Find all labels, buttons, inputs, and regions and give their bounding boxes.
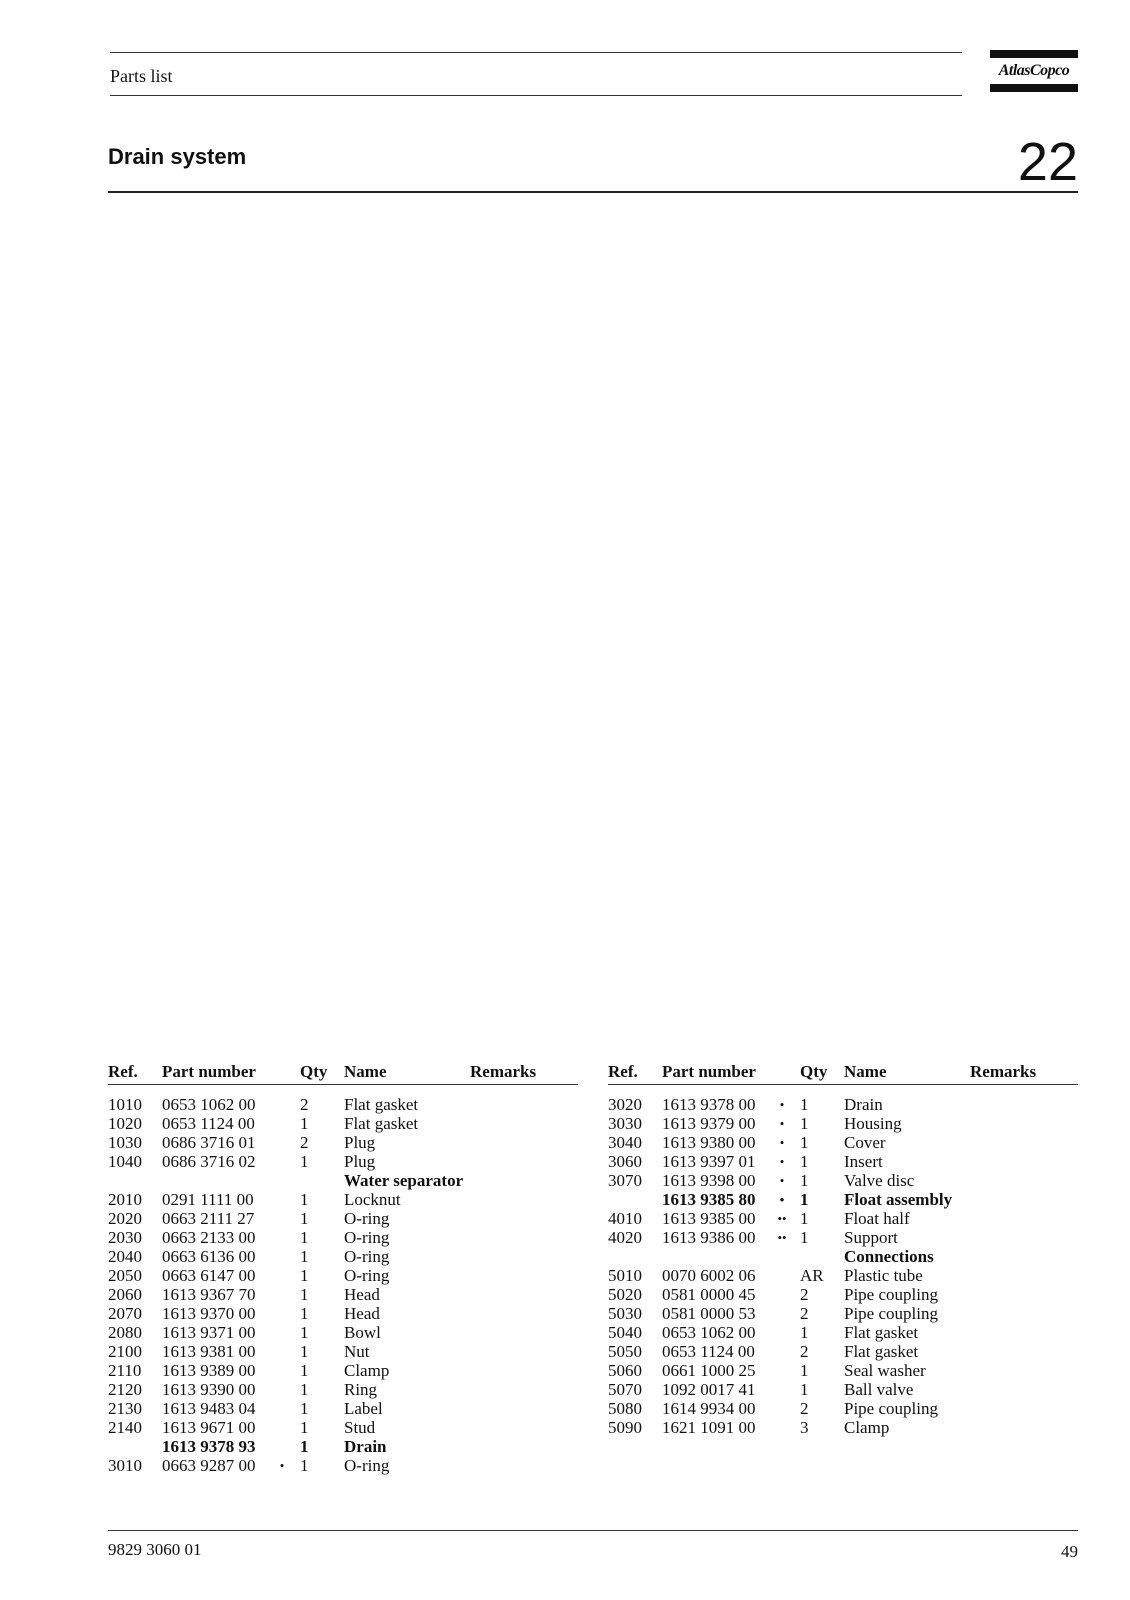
- name-cell: Float assembly: [844, 1190, 953, 1209]
- table-row: [108, 1304, 578, 1323]
- name-cell: Pipe coupling: [844, 1285, 938, 1304]
- table-row: [108, 1342, 578, 1361]
- table-row: [108, 1285, 578, 1304]
- ref-cell: 5050: [608, 1342, 642, 1361]
- qty-cell: 2: [800, 1285, 809, 1304]
- atlas-copco-logo: [990, 50, 1078, 92]
- marker-cell: [264, 1209, 300, 1228]
- remarks-cell: [494, 1266, 578, 1285]
- name-cell: Bowl: [344, 1323, 381, 1342]
- marker-cell: [264, 1228, 300, 1247]
- ref-cell: 1020: [108, 1114, 142, 1133]
- remarks-cell: [494, 1380, 578, 1399]
- remarks-cell: [994, 1323, 1078, 1342]
- marker-cell: •: [779, 1192, 785, 1207]
- ref-cell: 5030: [608, 1304, 642, 1323]
- marker-cell: ••: [777, 1230, 787, 1245]
- marker-cell: [264, 1342, 300, 1361]
- name-cell: Label: [344, 1399, 383, 1418]
- header-part-number: Part number: [162, 1062, 256, 1081]
- name-cell: Flat gasket: [344, 1095, 419, 1114]
- qty-cell: 1: [300, 1418, 309, 1437]
- name-cell: Housing: [844, 1114, 902, 1133]
- part-number-cell: 1613 9397 01: [662, 1152, 756, 1171]
- table-row: [608, 1133, 1078, 1152]
- marker-cell: [264, 1437, 300, 1456]
- part-number-cell: 1613 9390 00: [162, 1380, 256, 1399]
- marker-cell: [264, 1152, 300, 1171]
- qty-cell: 2: [300, 1095, 309, 1114]
- marker-cell: •: [779, 1154, 785, 1169]
- qty-cell: 1: [800, 1361, 809, 1380]
- ref-cell: [608, 1190, 662, 1209]
- name-cell: Clamp: [844, 1418, 890, 1437]
- ref-cell: 2060: [108, 1285, 142, 1304]
- marker-cell: •: [779, 1135, 785, 1150]
- part-number-cell: 1613 9367 70: [162, 1285, 256, 1304]
- part-number-cell: 1092 0017 41: [662, 1380, 756, 1399]
- ref-cell: 1030: [108, 1133, 142, 1152]
- table-row: [608, 1171, 1078, 1190]
- table-row: [108, 1190, 578, 1209]
- qty-cell: 1: [800, 1133, 809, 1152]
- name-cell: Flat gasket: [344, 1114, 419, 1133]
- table-row: [608, 1418, 1078, 1437]
- table-row: [108, 1095, 578, 1114]
- table-row: [108, 1266, 578, 1285]
- qty-cell: 1: [800, 1095, 809, 1114]
- ref-cell: 2020: [108, 1209, 142, 1228]
- part-number-cell: 1613 9398 00: [662, 1171, 756, 1190]
- part-number-cell: 0661 1000 25: [662, 1361, 756, 1380]
- table-row: [608, 1323, 1078, 1342]
- table-row: [608, 1152, 1078, 1171]
- ref-cell: 3060: [608, 1152, 642, 1171]
- header-remarks: Remarks: [970, 1062, 1037, 1081]
- name-cell: Pipe coupling: [844, 1399, 938, 1418]
- ref-cell: 3030: [608, 1114, 642, 1133]
- qty-cell: [800, 1247, 844, 1266]
- marker-cell: [264, 1380, 300, 1399]
- ref-cell: 2010: [108, 1190, 142, 1209]
- ref-cell: [108, 1171, 162, 1190]
- name-cell: Plug: [344, 1152, 376, 1171]
- table-row: [108, 1380, 578, 1399]
- ref-cell: 1010: [108, 1095, 142, 1114]
- remarks-cell: [994, 1361, 1078, 1380]
- ref-cell: 2070: [108, 1304, 142, 1323]
- ref-cell: 3070: [608, 1171, 642, 1190]
- table-row: [108, 1456, 578, 1475]
- name-cell: O-ring: [344, 1456, 390, 1475]
- marker-cell: [264, 1418, 300, 1437]
- ref-cell: 1040: [108, 1152, 142, 1171]
- part-number-cell: 1621 1091 00: [662, 1418, 756, 1437]
- table-row: [108, 1437, 578, 1456]
- part-number-cell: 0663 2111 27: [162, 1209, 255, 1228]
- table-row: [108, 1209, 578, 1228]
- table-row: [608, 1209, 1078, 1228]
- table-row: [608, 1247, 1078, 1266]
- name-cell: Head: [344, 1304, 380, 1323]
- table-row: [108, 1323, 578, 1342]
- remarks-cell: [494, 1399, 578, 1418]
- qty-cell: 1: [300, 1437, 309, 1456]
- part-number-cell: 1613 9385 80: [662, 1190, 756, 1209]
- table-row: [108, 1247, 578, 1266]
- part-number-cell: 0653 1124 00: [662, 1342, 755, 1361]
- ref-cell: 3040: [608, 1133, 642, 1152]
- name-cell: Locknut: [344, 1190, 401, 1209]
- table-row: [608, 1399, 1078, 1418]
- remarks-cell: [494, 1209, 578, 1228]
- ref-cell: 2140: [108, 1418, 142, 1437]
- qty-cell: 1: [300, 1323, 309, 1342]
- qty-cell: 1: [300, 1380, 309, 1399]
- name-cell: Plastic tube: [844, 1266, 923, 1285]
- qty-cell: 1: [300, 1456, 309, 1475]
- marker-cell: ••: [777, 1211, 787, 1226]
- part-number-cell: 1613 9378 93: [162, 1437, 256, 1456]
- table-row: [608, 1285, 1078, 1304]
- part-number-cell: 1614 9934 00: [662, 1399, 756, 1418]
- ref-cell: 4010: [608, 1209, 642, 1228]
- name-cell: Float half: [844, 1209, 910, 1228]
- table-row: [608, 1095, 1078, 1114]
- marker-cell: [764, 1285, 800, 1304]
- exploded-view-figure-area: [108, 200, 1078, 1050]
- qty-cell: 1: [300, 1399, 309, 1418]
- part-number-cell: 1613 9371 00: [162, 1323, 256, 1342]
- name-cell: O-ring: [344, 1247, 390, 1266]
- marker-cell: [264, 1266, 300, 1285]
- remarks-cell: [994, 1228, 1078, 1247]
- remarks-cell: [994, 1342, 1078, 1361]
- ref-cell: 3010: [108, 1456, 142, 1475]
- part-number-cell: 1613 9483 04: [162, 1399, 256, 1418]
- remarks-cell: [994, 1304, 1078, 1323]
- part-number-cell: 1613 9380 00: [662, 1133, 756, 1152]
- ref-cell: 5070: [608, 1380, 642, 1399]
- part-number-cell: [662, 1247, 764, 1266]
- name-cell: Valve disc: [844, 1171, 915, 1190]
- remarks-cell: [494, 1285, 578, 1304]
- remarks-cell: [494, 1437, 578, 1456]
- qty-cell: 1: [300, 1342, 309, 1361]
- remarks-cell: [994, 1190, 1078, 1209]
- part-number-cell: 0686 3716 01: [162, 1133, 256, 1152]
- qty-cell: 1: [300, 1266, 309, 1285]
- marker-cell: [264, 1247, 300, 1266]
- title-rule: [108, 191, 1078, 193]
- qty-cell: 2: [800, 1342, 809, 1361]
- qty-cell: 1: [800, 1114, 809, 1133]
- header-qty: Qty: [300, 1062, 328, 1081]
- qty-cell: 2: [800, 1399, 809, 1418]
- ref-cell: 2130: [108, 1399, 142, 1418]
- qty-cell: 1: [300, 1209, 309, 1228]
- marker-cell: •: [779, 1097, 785, 1112]
- remarks-cell: [994, 1171, 1078, 1190]
- marker-cell: [264, 1304, 300, 1323]
- parts-table-left: [108, 1060, 578, 1475]
- qty-cell: 1: [800, 1209, 809, 1228]
- remarks-cell: [994, 1114, 1078, 1133]
- chapter-number: 22: [1017, 132, 1078, 192]
- part-number-cell: 0663 9287 00: [162, 1456, 256, 1475]
- remarks-cell: [494, 1152, 578, 1171]
- table-row: [608, 1342, 1078, 1361]
- qty-cell: 1: [800, 1152, 809, 1171]
- table-row: [108, 1361, 578, 1380]
- marker-cell: [764, 1361, 800, 1380]
- remarks-cell: [494, 1114, 578, 1133]
- page-title: Drain system: [108, 144, 247, 169]
- table-body: [108, 1095, 578, 1475]
- part-number-cell: 0663 6136 00: [162, 1247, 256, 1266]
- table-row: [608, 1228, 1078, 1247]
- qty-cell: 1: [800, 1228, 809, 1247]
- ref-cell: 5040: [608, 1323, 642, 1342]
- table-row: [108, 1228, 578, 1247]
- name-cell: Cover: [844, 1133, 886, 1152]
- ref-cell: 2110: [108, 1361, 142, 1380]
- remarks-cell: [494, 1095, 578, 1114]
- qty-cell: 2: [300, 1133, 309, 1152]
- marker-cell: [264, 1285, 300, 1304]
- ref-cell: 2040: [108, 1247, 142, 1266]
- marker-cell: [764, 1399, 800, 1418]
- marker-cell: [764, 1266, 800, 1285]
- table-body: [608, 1095, 1078, 1437]
- marker-cell: [764, 1342, 800, 1361]
- name-cell: Insert: [844, 1152, 883, 1171]
- part-number-cell: 0653 1124 00: [162, 1114, 255, 1133]
- qty-cell: 1: [300, 1361, 309, 1380]
- logo-wordmark: AtlasCopco: [998, 62, 1070, 79]
- qty-cell: 1: [300, 1228, 309, 1247]
- qty-cell: 1: [800, 1190, 809, 1209]
- table-row: [608, 1266, 1078, 1285]
- remarks-cell: [994, 1380, 1078, 1399]
- qty-cell: 1: [800, 1380, 809, 1399]
- remarks-cell: [994, 1285, 1078, 1304]
- marker-cell: •: [779, 1116, 785, 1131]
- document-number: 9829 3060 01: [108, 1540, 202, 1559]
- ref-cell: 3020: [608, 1095, 642, 1114]
- part-number-cell: 1613 9671 00: [162, 1418, 256, 1437]
- marker-cell: [264, 1190, 300, 1209]
- footer-rule: [108, 1530, 1078, 1531]
- remarks-cell: [494, 1304, 578, 1323]
- part-number-cell: 1613 9389 00: [162, 1361, 256, 1380]
- remarks-cell: [994, 1247, 1078, 1266]
- marker-cell: [264, 1361, 300, 1380]
- remarks-cell: [494, 1171, 578, 1190]
- remarks-cell: [494, 1342, 578, 1361]
- name-cell: Ring: [344, 1380, 378, 1399]
- name-cell: Support: [844, 1228, 898, 1247]
- ref-cell: 2030: [108, 1228, 142, 1247]
- name-cell: Connections: [844, 1247, 934, 1266]
- header-remarks: Remarks: [470, 1062, 537, 1081]
- remarks-cell: [494, 1133, 578, 1152]
- remarks-cell: [494, 1190, 578, 1209]
- header-top-rule: [110, 52, 962, 53]
- marker-cell: [264, 1171, 300, 1190]
- name-cell: Ball valve: [844, 1380, 914, 1399]
- table-row: [608, 1380, 1078, 1399]
- table-row: [608, 1304, 1078, 1323]
- remarks-cell: [994, 1418, 1078, 1437]
- ref-cell: 5020: [608, 1285, 642, 1304]
- qty-cell: 1: [300, 1114, 309, 1133]
- qty-cell: 1: [800, 1323, 809, 1342]
- remarks-cell: [494, 1361, 578, 1380]
- ref-cell: 2080: [108, 1323, 142, 1342]
- marker-cell: [264, 1133, 300, 1152]
- part-number-cell: 0663 6147 00: [162, 1266, 256, 1285]
- name-cell: Plug: [344, 1133, 376, 1152]
- part-number-cell: 1613 9378 00: [662, 1095, 756, 1114]
- remarks-cell: [994, 1095, 1078, 1114]
- name-cell: Flat gasket: [844, 1323, 919, 1342]
- ref-cell: 5080: [608, 1399, 642, 1418]
- table-header: [108, 1060, 578, 1085]
- marker-cell: [264, 1399, 300, 1418]
- page-number: 49: [1061, 1542, 1078, 1561]
- ref-cell: 5010: [608, 1266, 642, 1285]
- ref-cell: 4020: [608, 1228, 642, 1247]
- name-cell: O-ring: [344, 1228, 390, 1247]
- remarks-cell: [994, 1152, 1078, 1171]
- remarks-cell: [494, 1323, 578, 1342]
- name-cell: Drain: [844, 1095, 883, 1114]
- remarks-cell: [994, 1133, 1078, 1152]
- name-cell: Flat gasket: [844, 1342, 919, 1361]
- table-row: [608, 1190, 1078, 1209]
- qty-cell: 1: [300, 1247, 309, 1266]
- part-number-cell: 0581 0000 45: [662, 1285, 756, 1304]
- parts-table-right: [608, 1060, 1078, 1437]
- marker-cell: •: [279, 1458, 285, 1473]
- table-row: [108, 1171, 578, 1190]
- remarks-cell: [994, 1209, 1078, 1228]
- qty-cell: 1: [300, 1190, 309, 1209]
- part-number-cell: 1613 9385 00: [662, 1209, 756, 1228]
- marker-cell: •: [779, 1173, 785, 1188]
- marker-cell: [764, 1380, 800, 1399]
- qty-cell: 2: [800, 1304, 809, 1323]
- header-part-number: Part number: [662, 1062, 756, 1081]
- marker-cell: [764, 1247, 800, 1266]
- name-cell: Clamp: [344, 1361, 390, 1380]
- marker-cell: [764, 1323, 800, 1342]
- table-row: [108, 1418, 578, 1437]
- ref-cell: 5090: [608, 1418, 642, 1437]
- ref-cell: 2100: [108, 1342, 142, 1361]
- qty-cell: [300, 1171, 344, 1190]
- name-cell: Water separator: [344, 1171, 464, 1190]
- part-number-cell: 0291 1111 00: [162, 1190, 254, 1209]
- marker-cell: [264, 1095, 300, 1114]
- name-cell: Head: [344, 1285, 380, 1304]
- qty-cell: 1: [800, 1171, 809, 1190]
- ref-cell: 2050: [108, 1266, 142, 1285]
- name-cell: Stud: [344, 1418, 376, 1437]
- marker-cell: [264, 1323, 300, 1342]
- table-row: [608, 1361, 1078, 1380]
- qty-cell: 1: [300, 1285, 309, 1304]
- qty-cell: 1: [300, 1304, 309, 1323]
- part-number-cell: 0581 0000 53: [662, 1304, 756, 1323]
- ref-cell: [608, 1247, 662, 1266]
- ref-cell: 5060: [608, 1361, 642, 1380]
- part-number-cell: 0653 1062 00: [662, 1323, 756, 1342]
- qty-cell: 1: [300, 1152, 309, 1171]
- logo-top-bar: [990, 50, 1078, 58]
- header-bottom-rule: [110, 95, 962, 96]
- header-name: Name: [344, 1062, 387, 1081]
- table-row: [108, 1133, 578, 1152]
- section-label: Parts list: [110, 66, 173, 86]
- remarks-cell: [494, 1228, 578, 1247]
- ref-cell: [108, 1437, 162, 1456]
- part-number-cell: 1613 9370 00: [162, 1304, 256, 1323]
- remarks-cell: [494, 1418, 578, 1437]
- logo-bottom-bar: [990, 84, 1078, 92]
- table-row: [108, 1152, 578, 1171]
- qty-cell: AR: [800, 1266, 824, 1285]
- marker-cell: [764, 1304, 800, 1323]
- header-name: Name: [844, 1062, 887, 1081]
- header-ref: Ref.: [608, 1062, 638, 1081]
- part-number-cell: 1613 9381 00: [162, 1342, 256, 1361]
- header-qty: Qty: [800, 1062, 828, 1081]
- ref-cell: 2120: [108, 1380, 142, 1399]
- remarks-cell: [994, 1399, 1078, 1418]
- header-ref: Ref.: [108, 1062, 138, 1081]
- part-number-cell: 0663 2133 00: [162, 1228, 256, 1247]
- part-number-cell: 1613 9379 00: [662, 1114, 756, 1133]
- part-number-cell: 0686 3716 02: [162, 1152, 256, 1171]
- name-cell: O-ring: [344, 1266, 390, 1285]
- name-cell: Drain: [344, 1437, 387, 1456]
- marker-cell: [764, 1418, 800, 1437]
- qty-cell: 3: [800, 1418, 809, 1437]
- remarks-cell: [494, 1456, 578, 1475]
- name-cell: Seal washer: [844, 1361, 926, 1380]
- part-number-cell: 0653 1062 00: [162, 1095, 256, 1114]
- name-cell: Nut: [344, 1342, 370, 1361]
- name-cell: Pipe coupling: [844, 1304, 938, 1323]
- remarks-cell: [494, 1247, 578, 1266]
- table-row: [108, 1399, 578, 1418]
- remarks-cell: [994, 1266, 1078, 1285]
- name-cell: O-ring: [344, 1209, 390, 1228]
- table-row: [108, 1114, 578, 1133]
- part-number-cell: 0070 6002 06: [662, 1266, 756, 1285]
- table-row: [608, 1114, 1078, 1133]
- marker-cell: [264, 1114, 300, 1133]
- part-number-cell: [162, 1171, 264, 1190]
- table-header: [608, 1060, 1078, 1085]
- part-number-cell: 1613 9386 00: [662, 1228, 756, 1247]
